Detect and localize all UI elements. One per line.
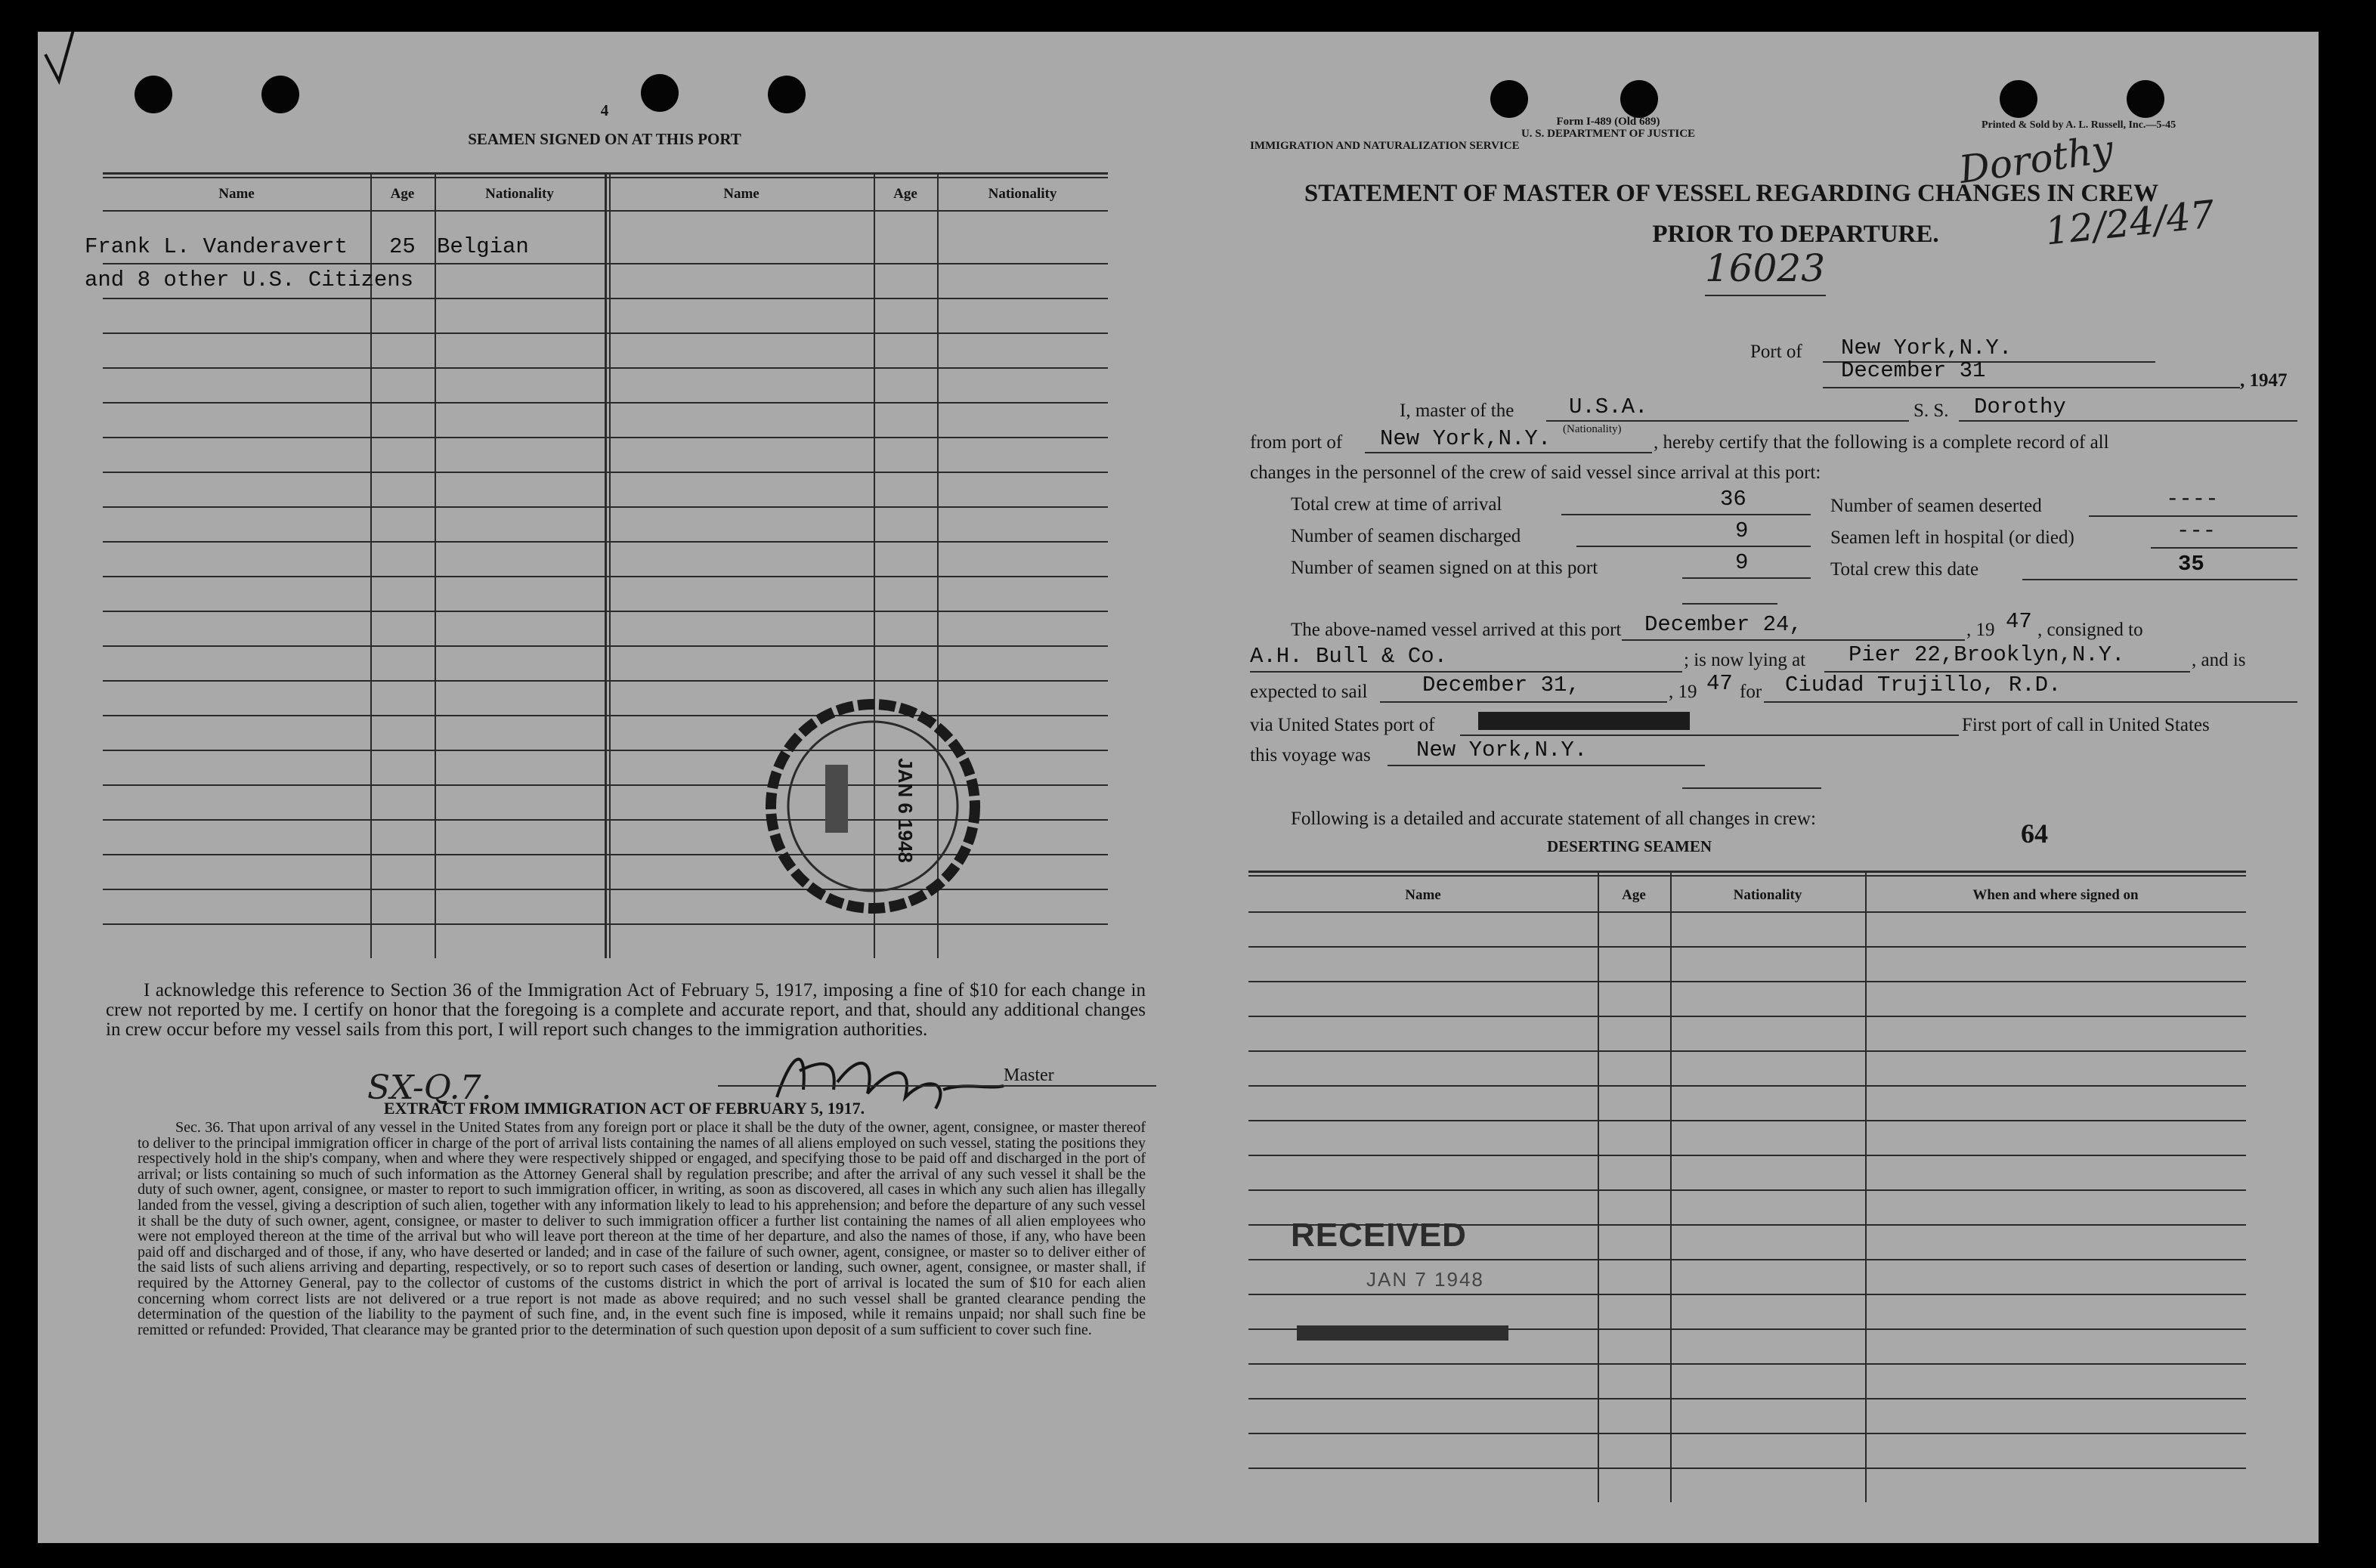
col-header-name-2: Name	[723, 186, 760, 202]
stat-value-discharged: 9	[1735, 518, 1749, 543]
col-header-age-2: Age	[893, 186, 917, 202]
right-page	[1176, 32, 2319, 1543]
handwritten-date: 12/24/47	[2043, 192, 2217, 254]
col-header-nationality: Nationality	[1733, 887, 1802, 903]
form-title-line1: STATEMENT OF MASTER OF VESSEL REGARDING CHANGES IN CREW	[1304, 180, 2159, 207]
punch-hole	[1490, 80, 1528, 118]
table-ruled-line	[1248, 1467, 2246, 1469]
port-label: Port of	[1750, 342, 1802, 362]
section-title: SEAMEN SIGNED ON AT THIS PORT	[468, 130, 741, 148]
date-value: December 31	[1841, 358, 1986, 383]
for-label: for	[1740, 682, 1762, 702]
table-ruled-line	[1248, 1433, 2246, 1434]
consigned-label: , consigned to	[2037, 620, 2143, 640]
certify-text-2: changes in the personnel of the crew of said vessel since arrival at this port:	[1250, 462, 1821, 483]
destination: Ciudad Trujillo, R.D.	[1785, 673, 2062, 697]
left-page	[38, 32, 1183, 1543]
stat-label-deserted: Number of seamen deserted	[1830, 496, 2042, 516]
expected-year: 47	[1706, 671, 1733, 696]
circular-date-stamp	[763, 697, 982, 916]
consignee: A.H. Bull & Co.	[1250, 644, 1448, 669]
arrived-value: December 24,	[1644, 612, 1802, 637]
table-ruled-line	[103, 437, 1108, 438]
punch-hole	[641, 74, 679, 112]
table-ruled-line	[103, 263, 1108, 264]
master-of-label: I, master of the	[1400, 401, 1514, 421]
via-port-label: via United States port of	[1250, 715, 1435, 735]
from-port-label: from port of	[1250, 432, 1343, 453]
punch-hole	[135, 76, 172, 113]
table-ruled-line	[1248, 1189, 2246, 1191]
expected-value: December 31,	[1422, 673, 1580, 697]
stat-label-total: Total crew this date	[1830, 559, 1979, 580]
col-header-nationality: Nationality	[485, 186, 554, 202]
extract-text: Sec. 36. That upon arrival of any vessel in the United States from any foreign port or place it shall be the duty of the owner, agent, consignee, or master thereof to deliver to the principal immigration officer in charge of the port of arrival lists containing the names of all aliens employed on such vessel, stating the positions they respectively hold in the ship's company, when and where they were respectively shipped or engaged, and specifying those to be paid off and discharged in the port of arrival; or lists containing so much of such information as the Attorney General shall by regulation prescribe; and after the arrival of any such vessel it shall be the duty of such owner, agent, consignee, or master to report to such immigration officer, in writing, as soon as discovered, all cases in which any such alien has illegally landed from the vessel, giving a description of such alien, together with any information likely to lead to his apprehension; and before the departure of any such vessel it shall be the duty of such owner, agent, consignee, or master to deliver to such immigration officer a further list containing the names of all alien employees who were not employed thereon at the time of the arrival but who will leave port thereon at the time of her departure, and also the names of those, if any, who have been paid off and discharged and of those, if any, who have deserted or landed; and in case of the failure of such owner, agent, consignee, or master so to deliver either of the said lists of such aliens arriving and departing, respectively, or so to report such cases of desertion or landing, such owner, agent, consignee, or master shall, if required by the Attorney General, pay to the collector of customs of the customs district in which the port of arrival is located the sum of $10 for each alien concerning whom correct lists are not delivered or a true report is not made as above required; and no such vessel shall be granted clearance pending the determination of the question of the liability to the payment of such fine, and, in the event such fine is imposed, while it remains unpaid; nor shall such fine be remitted or refunded: Provided, That clearance may be granted prior to the determination of such question upon deposit of a sum sufficient to cover such fine.	[138, 1119, 1146, 1338]
stat-value-signed-on: 9	[1735, 550, 1749, 575]
service: IMMIGRATION AND NATURALIZATION SERVICE	[1250, 140, 1520, 152]
table-ruled-line	[103, 367, 1108, 369]
table-ruled-line	[1248, 1398, 2246, 1399]
table-ruled-line	[1248, 1016, 2246, 1017]
stat-label-signed-on: Number of seamen signed on at this port	[1291, 558, 1598, 578]
stamp-ring-icon	[763, 697, 982, 916]
arrived-year-prefix: , 19	[1966, 620, 1995, 640]
redacted-stamp-line	[1297, 1325, 1508, 1341]
col-header-age: Age	[390, 186, 415, 202]
table-ruled-line	[103, 923, 1108, 925]
deserting-title: DESERTING SEAMEN	[1546, 837, 1712, 855]
stat-label-hospital: Seamen left in hospital (or died)	[1830, 527, 2074, 548]
master-label: Master	[1004, 1065, 1054, 1085]
col-header-when-where: When and where signed on	[1972, 887, 2139, 903]
table-ruled-line	[103, 298, 1108, 299]
col-header-nationality-2: Nationality	[988, 186, 1057, 202]
col-header-name: Name	[218, 186, 255, 202]
ship-name: Dorothy	[1974, 394, 2066, 419]
table-ruled-line	[103, 472, 1108, 473]
expected-year-prefix: , 19	[1669, 682, 1697, 702]
handwritten-vessel: Dorothy	[1956, 127, 2116, 192]
table-ruled-line	[1248, 1294, 2246, 1295]
from-port-value: New York,N.Y.	[1380, 426, 1552, 451]
table-ruled-line	[103, 506, 1108, 508]
stat-label-arrival: Total crew at time of arrival	[1291, 494, 1502, 515]
stamp-date: JAN 6 1948	[893, 758, 917, 863]
stat-value-hospital: ---	[2176, 518, 2217, 543]
received-date: JAN 7 1948	[1366, 1268, 1484, 1291]
ss-label: S. S.	[1913, 401, 1949, 421]
table-ruled-line	[1248, 1259, 2246, 1260]
table-ruled-line	[103, 680, 1108, 682]
port-value: New York,N.Y.	[1841, 336, 2012, 360]
table-ruled-line	[1248, 1085, 2246, 1087]
year-suffix: , 1947	[2240, 370, 2288, 391]
table-ruled-line	[103, 611, 1108, 612]
form-number: Form I-489 (Old 689)	[1556, 116, 1660, 128]
table-ruled-line	[1248, 1120, 2246, 1121]
first-port-value: New York,N.Y.	[1416, 738, 1588, 762]
page-number: 4	[600, 101, 609, 119]
table-ruled-line	[103, 576, 1108, 577]
table-row-nationality: Belgian	[437, 234, 529, 259]
table-row-name: Frank L. Vanderavert	[85, 234, 348, 259]
this-voyage-label: this voyage was	[1250, 745, 1371, 765]
col-header-age: Age	[1622, 887, 1646, 903]
handwritten-number: 16023	[1705, 246, 1826, 290]
col-header-name: Name	[1405, 887, 1441, 903]
nationality-value: U.S.A.	[1569, 394, 1648, 419]
printer-credit: Printed & Sold by A. L. Russell, Inc.—5-45	[1982, 119, 2176, 131]
table-row-name: and 8 other U.S. Citizens	[85, 268, 414, 292]
table-ruled-line	[1248, 946, 2246, 948]
table-ruled-line	[1248, 1363, 2246, 1365]
table-ruled-line	[1248, 1155, 2246, 1156]
lying-label: ; is now lying at	[1684, 650, 1806, 670]
received-stamp: RECEIVED	[1291, 1217, 1467, 1254]
punch-hole	[1620, 80, 1658, 118]
lying-value: Pier 22,Brooklyn,N.Y.	[1849, 642, 2125, 667]
page-note: 64	[2021, 818, 2048, 849]
punch-hole	[261, 76, 299, 113]
first-port-label: First port of call in United States	[1962, 715, 2210, 735]
stat-value-arrival: 36	[1720, 487, 1746, 512]
table-ruled-line	[1248, 981, 2246, 982]
extract-title: EXTRACT FROM IMMIGRATION ACT OF FEBRUARY 5, 1917.	[383, 1099, 865, 1118]
nationality-caption: (Nationality)	[1563, 423, 1622, 435]
table-ruled-line	[103, 645, 1108, 647]
certify-text: , hereby certify that the following is a complete record of all	[1654, 432, 2109, 453]
and-is: , and is	[2192, 650, 2246, 670]
arrived-year: 47	[2006, 609, 2032, 634]
stat-label-discharged: Number of seamen discharged	[1291, 526, 1521, 546]
punch-hole	[2127, 80, 2164, 118]
redacted-port	[1478, 712, 1690, 730]
expected-label: expected to sail	[1250, 682, 1368, 702]
table-ruled-line	[1248, 1050, 2246, 1052]
check-mark-icon	[38, 32, 91, 100]
acknowledgment-text: I acknowledge this reference to Section 36 of the Immigration Act of February 5, 1917, imposing a fine of $10 for each change in crew not reported by me. I certify on honor that the foregoing is a complete and accurate report, and that, should any additional changes in crew occur before my vessel sails from this port, I will report such changes to the immigration authorities.	[106, 980, 1146, 1040]
punch-hole	[2000, 80, 2037, 118]
department: U. S. DEPARTMENT OF JUSTICE	[1521, 128, 1696, 140]
table-ruled-line	[103, 541, 1108, 543]
following-text: Following is a detailed and accurate statement of all changes in crew:	[1291, 809, 1816, 829]
stat-value-deserted: ----	[2166, 487, 2219, 512]
form-title-line2: PRIOR TO DEPARTURE.	[1652, 221, 1939, 248]
arrived-label: The above-named vessel arrived at this port	[1291, 620, 1622, 640]
punch-hole	[768, 76, 806, 113]
table-row-age: 25	[389, 234, 416, 259]
stat-value-total: 35	[2178, 552, 2204, 577]
table-ruled-line	[103, 332, 1108, 334]
handwritten-note: SX-Q.7.	[367, 1069, 492, 1107]
table-ruled-line	[103, 402, 1108, 404]
